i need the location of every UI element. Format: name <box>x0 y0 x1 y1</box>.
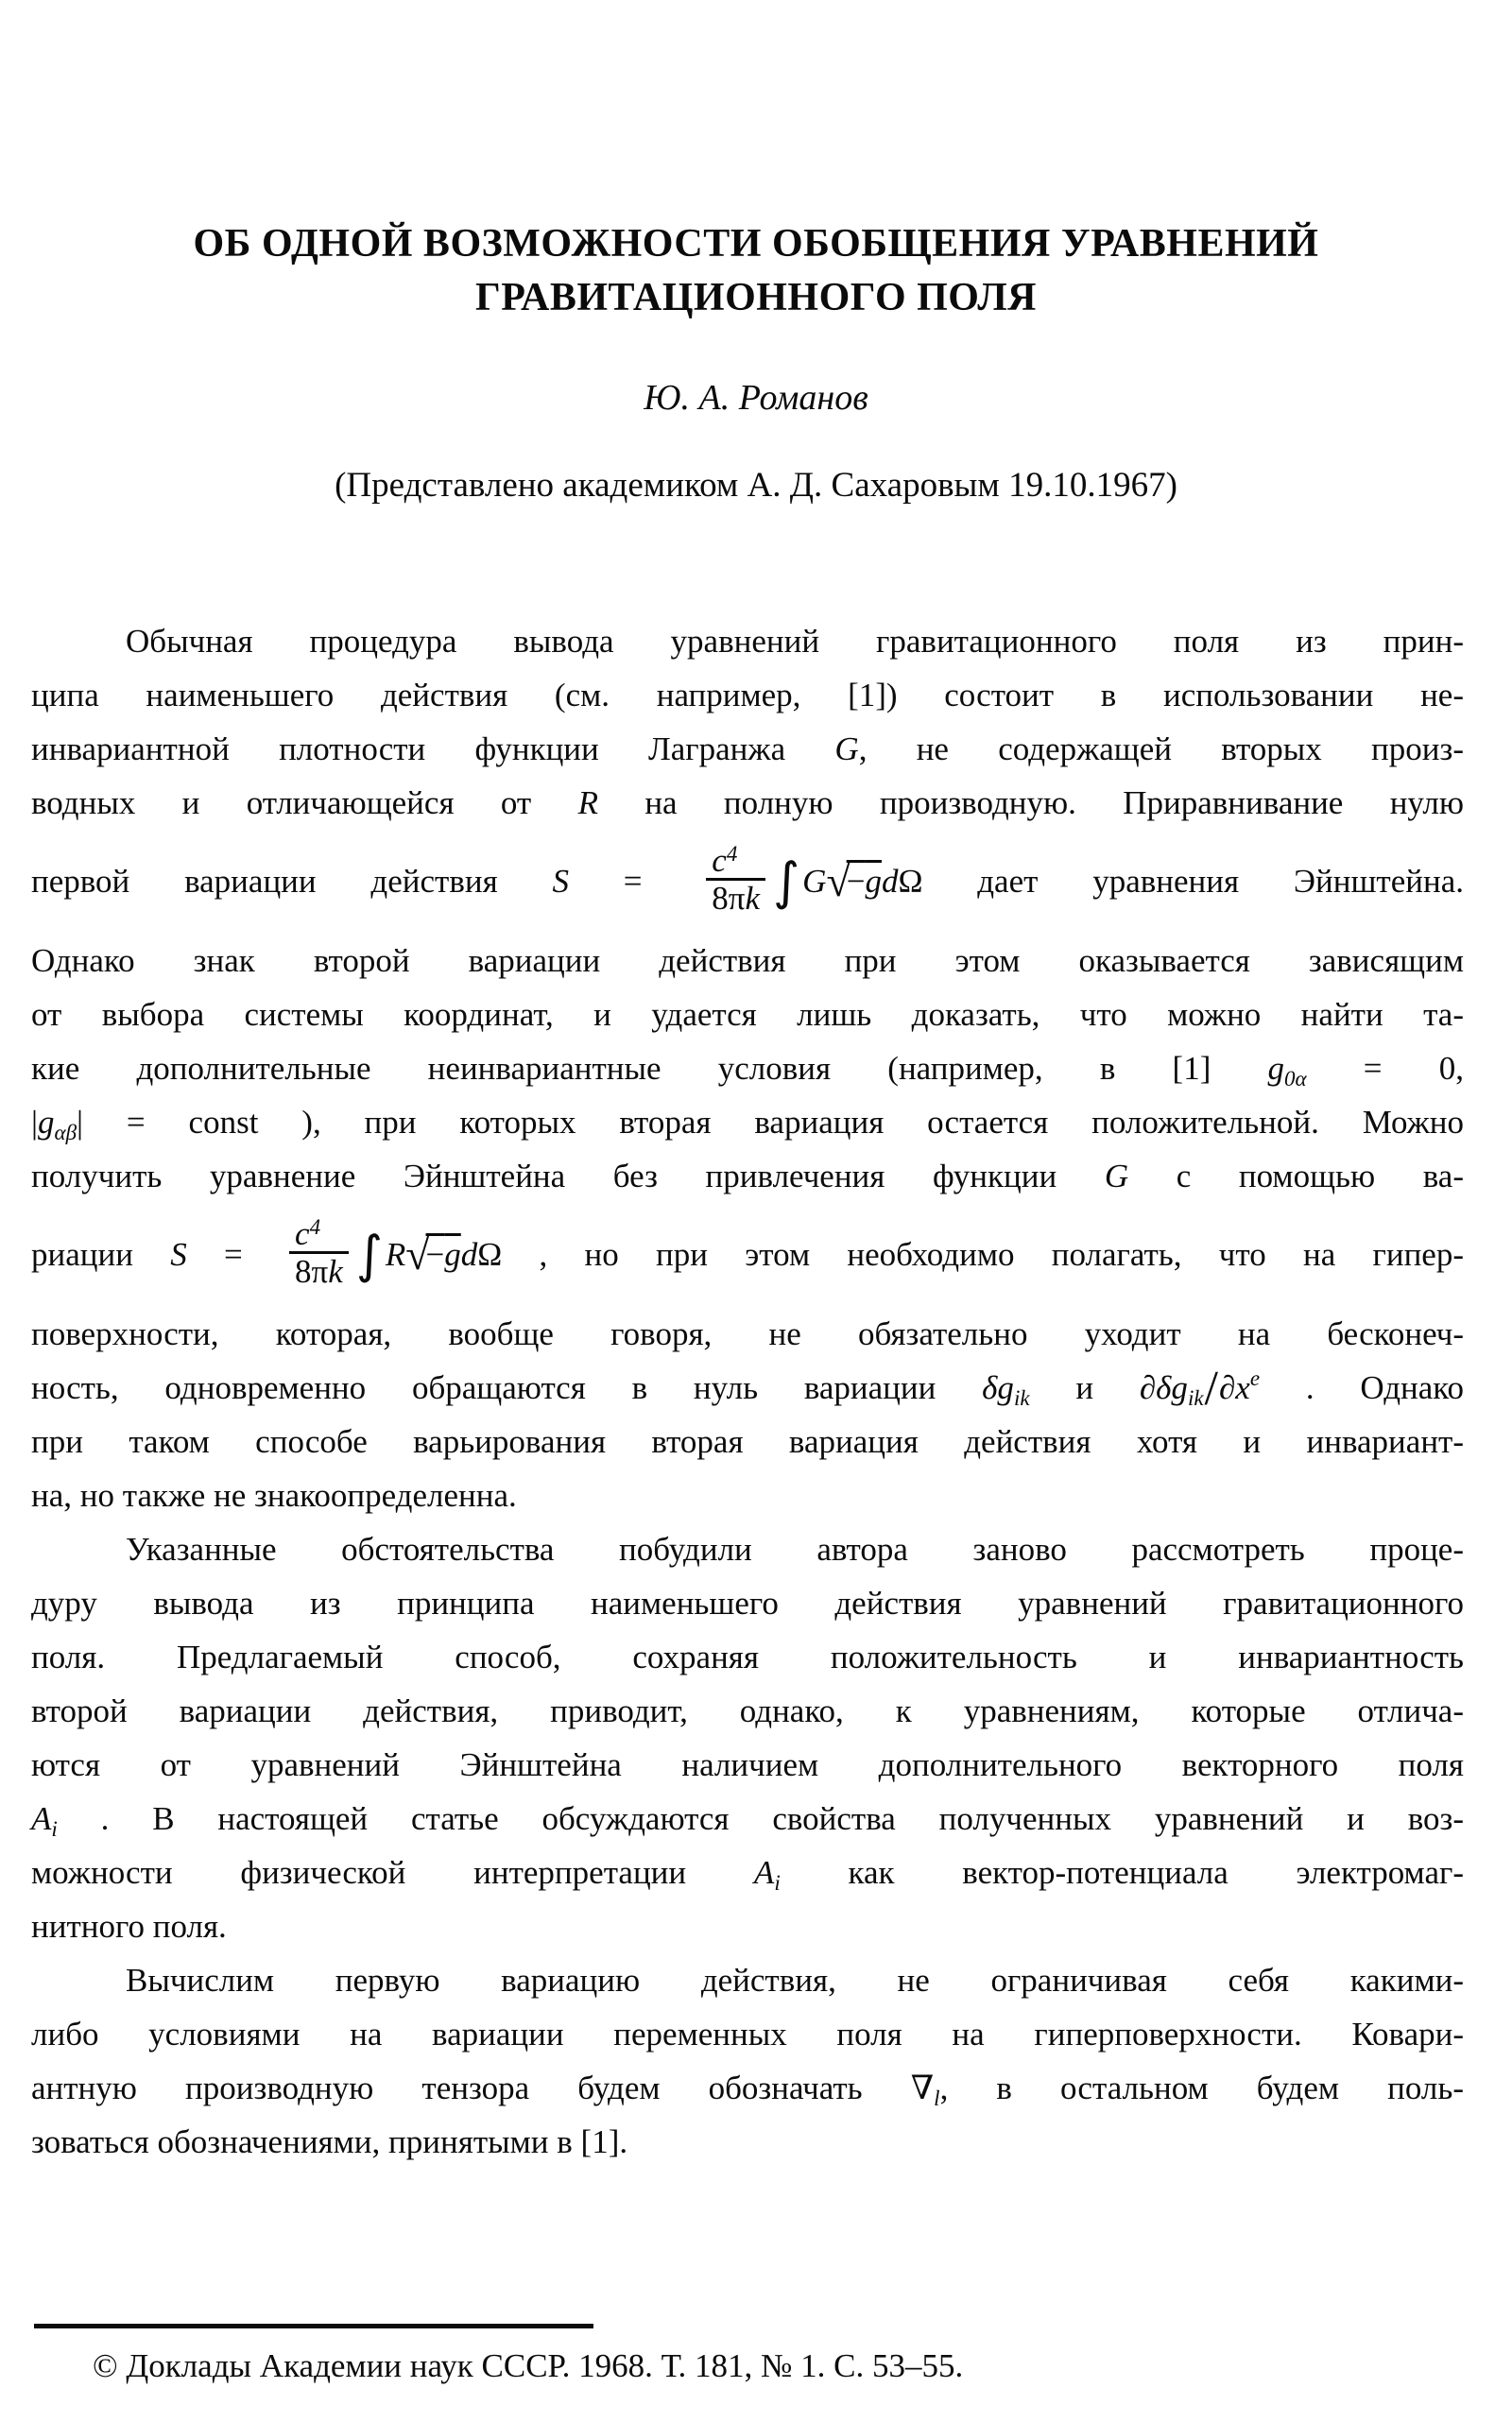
text-run: = 0, <box>1306 1050 1464 1087</box>
text-line <box>31 1576 1464 1630</box>
italic-math-run: k <box>328 1253 343 1291</box>
fraction-denominator <box>289 1251 349 1289</box>
text-run: , не содержащей вторых произ- <box>858 730 1464 767</box>
text-line <box>31 1149 1464 1203</box>
text-run: нитного поля. <box>31 1908 227 1945</box>
text-run: дуру вывода из принципа наименьшего действия уравнений гравитационного <box>31 1585 1464 1622</box>
italic-math-run: c <box>712 842 727 880</box>
text-run: Обычная процедура вывода уравнений гравитационного поля из прин- <box>126 623 1464 660</box>
body-text <box>31 614 1464 2169</box>
title-line-2: ГРАВИТАЦИОННОГО ПОЛЯ <box>474 276 1037 319</box>
presented-by-line: (Представлено академиком А. Д. Сахаровым 19.10.1967) <box>335 466 1177 505</box>
text-line <box>31 614 1464 668</box>
fraction-numerator <box>289 1216 349 1251</box>
text-line <box>31 668 1464 722</box>
text-line <box>31 1095 1464 1149</box>
text-run: 8π <box>295 1253 329 1291</box>
text-line <box>31 1792 1464 1846</box>
italic-math-run: g <box>38 1104 55 1141</box>
italic-math-run: S <box>170 1236 187 1273</box>
text-run: ципа наименьшего действия (см. например, [1]) состоит в использовании не- <box>31 677 1464 713</box>
text-run: кие дополнительные неинвариантные условия (например, в [1] <box>31 1050 1268 1087</box>
radicand <box>426 1236 461 1273</box>
text-line <box>31 1307 1464 1361</box>
text-run: , в остальном будем поль- <box>939 2070 1465 2106</box>
italic-math-run: g <box>865 863 882 900</box>
text-run: риации <box>31 1236 171 1273</box>
text-run: ются от уравнений Эйнштейна наличием дополнительного векторного поля <box>31 1746 1464 1783</box>
text-line <box>31 1846 1464 1899</box>
text-line: ность, одновременно обращаются в нуль вариации $\delta g_{ik}$ и $\partial\delta g_{ik}/\partial x^e$ . Однако <box>31 1361 1464 1416</box>
paragraph <box>31 1953 1464 2169</box>
text-line <box>31 1522 1464 1576</box>
text-run: Однако знак второй вариации действия при этом оказывается зависящим <box>31 942 1464 979</box>
text-run: либо условиями на вариации переменных поля на гиперповерхности. Ковари- <box>31 2016 1464 2053</box>
text-run: первой вариации действия <box>31 863 553 900</box>
fraction <box>289 1216 349 1289</box>
text-line <box>31 2007 1464 2061</box>
text-line <box>31 1899 1464 1953</box>
italic-math-run: g <box>444 1236 461 1273</box>
italic-math-run: G <box>1104 1158 1129 1194</box>
radical-sign: √ <box>405 1230 430 1279</box>
text-run: на полную производную. Приравнивание нулю <box>597 784 1464 821</box>
sqrt-radical <box>826 857 882 905</box>
text-run: ∇ <box>910 2070 935 2106</box>
text-run: Указанные обстоятельства побудили автора заново рассмотреть проце- <box>126 1531 1464 1568</box>
text-line <box>31 1684 1464 1738</box>
italic-math-run: k <box>745 880 761 918</box>
author-name: Ю. А. Романов <box>644 378 868 418</box>
text-run: = <box>186 1236 281 1273</box>
subscript: i <box>774 1871 781 1895</box>
text-run: = <box>568 863 697 900</box>
superscript: 4 <box>309 1215 321 1240</box>
text-run: Вычислим первую вариацию действия, не ограничивая себя какими- <box>126 1962 1464 1999</box>
sqrt-radical <box>405 1230 461 1279</box>
subscript: l <box>934 2087 940 2110</box>
italic-math-run: R <box>577 784 598 821</box>
radicand <box>847 863 882 900</box>
text-run: от выбора системы координат, и удается лишь доказать, что можно найти та- <box>31 996 1464 1033</box>
text-run: − <box>846 863 866 900</box>
text-line <box>31 722 1464 776</box>
text-run: | <box>31 1104 39 1141</box>
text-line: риации S = $\frac{c^4}{8\pi k}$ ∫R√−gdΩ , но при этом необходимо полагать, что на гипер- <box>31 1215 1464 1291</box>
text-run: как вектор-потенциала электромаг- <box>780 1854 1465 1891</box>
footnote-citation: © Доклады Академии наук СССР. 1968. Т. 181, № 1. С. 53–55. <box>93 2347 964 2384</box>
text-run: антную производную тензора будем обозначать <box>31 2070 911 2106</box>
text-line <box>31 1953 1464 2007</box>
text-run: при таком способе варьирования вторая вариация действия хотя и инвариант- <box>31 1423 1464 1460</box>
text-run: получить уравнение Эйнштейна без привлечения функции <box>31 1158 1105 1194</box>
text-line <box>31 1469 1464 1522</box>
italic-math-run: A <box>31 1800 52 1837</box>
italic-math-run: ∂δg <box>1139 1369 1188 1406</box>
subscript: ik <box>1013 1386 1030 1410</box>
radical-sign: √ <box>826 857 850 905</box>
italic-math-run: A <box>753 1854 775 1891</box>
paragraph <box>31 1522 1464 1953</box>
fraction-denominator <box>706 878 765 916</box>
superscript: 4 <box>726 842 738 867</box>
paragraph <box>31 614 1464 1522</box>
text-line <box>31 776 1464 830</box>
text-run: на, но также не знакоопределенна. <box>31 1477 517 1514</box>
text-run: 8π <box>712 880 746 918</box>
text-run: инвариантной плотности функции Лагранжа <box>31 730 835 767</box>
italic-math-run: G <box>802 863 827 900</box>
text-run: поля. Предлагаемый способ, сохраняя положительность и инвариантность <box>31 1639 1464 1675</box>
text-run: зоваться обозначениями, принятыми в [1]. <box>31 2123 628 2160</box>
text-run: поверхности, которая, вообще говоря, не обязательно уходит на бесконеч- <box>31 1315 1464 1352</box>
italic-math-run: d <box>881 863 899 900</box>
title-line-1: ОБ ОДНОЙ ВОЗМОЖНОСТИ ОБОБЩЕНИЯ УРАВНЕНИЙ <box>193 222 1319 266</box>
text-run: ность, одновременно обращаются в нуль вариации <box>31 1369 983 1406</box>
italic-math-run: R <box>385 1236 406 1273</box>
text-run: − <box>425 1236 445 1273</box>
text-run: с помощью ва- <box>1128 1158 1464 1194</box>
italic-math-run: ∂x <box>1219 1369 1250 1406</box>
text-line: первой вариации действия S = $\frac{c^4}{8\pi k}$ ∫G√−gdΩ дает уравнения Эйнштейна. <box>31 842 1464 918</box>
text-run: , но при этом необходимо полагать, что на гипер- <box>502 1236 1464 1273</box>
fraction <box>706 843 765 916</box>
text-run: можности физической интерпретации <box>31 1854 754 1891</box>
text-run: . В настоящей статье обсуждаются свойства полученных уравнений и воз- <box>57 1800 1464 1837</box>
subscript: ik <box>1187 1386 1204 1410</box>
text-run: Ω <box>898 863 923 900</box>
subscript: αβ <box>54 1121 77 1144</box>
fraction-numerator <box>706 843 765 878</box>
subscript: 0α <box>1284 1067 1307 1091</box>
text-run: второй вариации действия, приводит, однако, к уравнениям, которые отлича- <box>31 1692 1464 1729</box>
text-run: и <box>1029 1369 1140 1406</box>
text-run: дает уравнения Эйнштейна. <box>922 863 1464 900</box>
article-title <box>0 217 1512 325</box>
text-line <box>31 934 1464 988</box>
italic-math-run: g <box>1267 1050 1285 1087</box>
text-line <box>31 2115 1464 2169</box>
superscript: e <box>1249 1366 1261 1390</box>
text-line <box>31 2061 1464 2115</box>
italic-math-run: δg <box>982 1369 1014 1406</box>
italic-math-run: G <box>834 730 859 767</box>
footnote-rule <box>34 2324 593 2328</box>
text-run: | = const ), при которых вторая вариация остается положительной. Можно <box>77 1104 1464 1141</box>
subscript: i <box>51 1817 58 1841</box>
text-line <box>31 1738 1464 1792</box>
text-line <box>31 988 1464 1041</box>
text-run: водных и отличающейся от <box>31 784 578 821</box>
text-run: . Однако <box>1260 1369 1464 1406</box>
text-line <box>31 1041 1464 1095</box>
text-line <box>31 1415 1464 1469</box>
italic-math-run: c <box>295 1215 310 1253</box>
italic-math-run: S <box>552 863 569 900</box>
text-run: Ω <box>477 1236 503 1273</box>
text-line <box>31 1630 1464 1684</box>
italic-math-run: d <box>460 1236 478 1273</box>
